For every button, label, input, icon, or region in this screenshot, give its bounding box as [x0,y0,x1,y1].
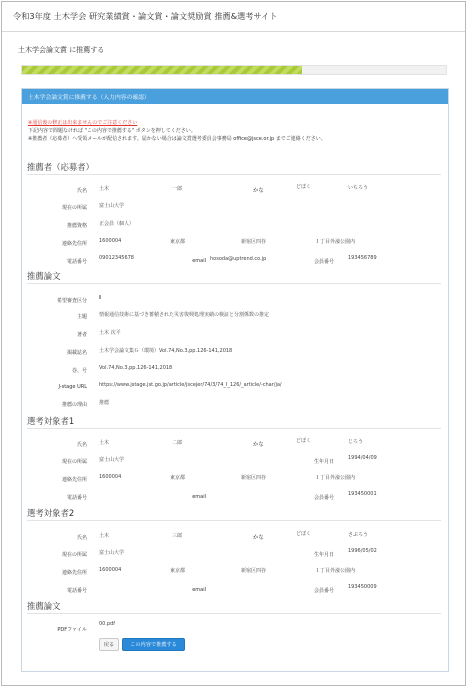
candidate-2-first-name-value: 三郎 [172,533,183,539]
candidate-1-kana-label: かな [253,442,264,448]
candidate-1-affiliation-label: 現在の所属 [61,459,87,465]
authors-value: 土木 次平 [99,330,121,336]
candidate-1-first-name-value: 二郎 [172,440,183,446]
candidate-2-affiliation-label: 現在の所属 [61,552,87,558]
paper-title-label: 主題 [76,314,87,320]
first-kana-value: いちろう [348,185,369,191]
section-title-candidate-1: 選考対象者1 [27,416,75,426]
first-name-value: 一郎 [172,186,183,192]
app-window [1,1,466,686]
candidate-1-address-label: 連絡先住所 [61,477,87,483]
candidate-1-birth-value: 1994/04/09 [348,455,377,461]
candidate-1-member-number-label: 会員番号 [313,495,334,501]
candidate-1-prefecture-value: 東京都 [170,475,186,481]
candidate-2-last-name-value: 土木 [99,533,110,539]
candidate-2-last-kana-value: どぼく [296,531,312,537]
candidate-1-last-kana-value: どぼく [296,438,312,444]
confirmation-panel [21,88,449,672]
back-button[interactable]: 戻る [99,638,119,651]
address-label: 連絡先住所 [61,241,87,247]
site-title: 令和3年度 土木学会 研究業績賞・論文賞・論文奨励賞 推薦&選考サイト [13,11,278,21]
postal-code-value: 1600004 [99,238,122,244]
progress-bar [21,65,447,75]
submit-recommendation-button[interactable]: この内容で推薦する [122,638,185,651]
page-title: 土木学会論文賞 に推薦する [18,46,105,54]
member-number-value: 193456789 [348,255,377,261]
affiliation-value: 富士山大学 [99,203,125,209]
candidate-2-email-label: email [192,587,206,593]
category-value: Ⅱ [99,295,102,301]
divider [27,613,441,614]
affiliation-label: 現在の所属 [61,205,87,211]
street-value: １丁目外濠公園内 [315,239,356,245]
candidate-1-birth-label: 生年月日 [313,459,334,465]
phone-value: 09012345678 [99,255,134,261]
candidate-1-city-value: 新宿区四谷 [241,475,267,481]
candidate-2-street-value: １丁目外濠公園内 [315,568,356,574]
progress-bar-fill [22,66,302,74]
category-label: 希望審査区分 [56,298,87,304]
candidate-2-city-value: 新宿区四谷 [241,568,267,574]
volume-label: 巻、号 [71,368,87,374]
reason-value: 推薦 [99,400,110,406]
warning-notice: ※通信後の修正は出来ませんのでご注意ください [28,120,138,126]
candidate-2-birth-label: 生年月日 [313,552,334,558]
candidate-2-prefecture-value: 東京都 [170,568,186,574]
authors-label: 著者 [76,332,87,338]
panel-header: 土木学会論文賞に推薦する（入力内容の確認） [22,89,448,104]
divider [27,520,441,521]
candidate-2-birth-value: 1996/05/02 [348,548,377,554]
candidate-2-phone-label: 電話番号 [66,588,87,594]
candidate-2-name-label: 氏名 [76,535,87,541]
journal-label: 掲載誌名 [66,350,87,356]
candidate-2-first-kana-value: さぶろう [348,532,369,538]
paper-title-value: 情報通信技術に基づき蓄積された災害復興処理実績の検証と分割係数の推定 [99,312,270,318]
qualification-label: 推薦資格 [66,223,87,229]
candidate-1-phone-label: 電話番号 [66,495,87,501]
candidate-1-first-kana-value: じろう [348,439,364,445]
candidate-2-member-number-label: 会員番号 [313,588,334,594]
candidate-1-affiliation-value: 富士山大学 [99,457,125,463]
candidate-2-affiliation-value: 富士山大学 [99,550,125,556]
journal-value: 土木学会論文集Ｇ（環境）Vol.74,No.3,pp.126-141,2018 [99,348,233,354]
candidate-1-street-value: １丁目外濠公園内 [315,475,356,481]
email-label: email [192,258,206,264]
reason-label: 推薦の理由 [61,402,87,408]
jstage-url-label: J-stage URL [58,384,87,390]
volume-value: Vol.74,No.3,pp.126-141,2018 [99,365,173,371]
section-title-paper: 推薦論文 [27,271,61,281]
candidate-1-postal-value: 1600004 [99,474,122,480]
jstage-url-value: https://www.jstage.jst.go.jp/article/jscejer/74/3/74_I_126/_article/-char/ja/ [99,382,282,388]
instruction-notice: 下記内容で問題なければ "この内容で推薦する" ボタンを押してください。 [28,128,196,134]
section-title-candidate-2: 選考対象者2 [27,508,75,518]
candidate-1-member-number-value: 193450001 [348,491,377,497]
candidate-1-email-label: email [192,494,206,500]
name-label: 氏名 [76,188,87,194]
candidate-2-member-number-value: 193450009 [348,584,377,590]
email-value: hosoda@uptrend.co.jp [210,256,267,262]
divider [27,428,441,429]
last-kana-value: どぼく [296,184,312,190]
divider [27,283,441,284]
kana-label: かな [253,188,264,194]
divider [27,174,441,175]
candidate-1-name-label: 氏名 [76,442,87,448]
candidate-2-postal-value: 1600004 [99,567,122,573]
prefecture-value: 東京都 [170,239,186,245]
candidate-2-kana-label: かな [253,535,264,541]
site-header [2,2,465,32]
section-title-paper-pdf: 推薦論文 [27,601,61,611]
candidate-2-address-label: 連絡先住所 [61,570,87,576]
section-title-recommender: 推薦者（応募者） [27,162,94,172]
city-value: 新宿区四谷 [241,239,267,245]
pdf-file-link[interactable]: 00.pdf [99,621,116,627]
candidate-1-last-name-value: 土木 [99,440,110,446]
last-name-value: 土木 [99,186,110,192]
mail-notice: ※推薦者（応募者）へ受領メールが配信されます。届かない場合は論文賞選考委員会事務局 office@jsce.or.jp までご連絡ください。 [28,136,326,142]
phone-label: 電話番号 [66,259,87,265]
member-number-label: 会員番号 [313,259,334,265]
pdf-file-label: PDFファイル [57,627,87,633]
qualification-value: 正会員（個人） [99,221,135,227]
